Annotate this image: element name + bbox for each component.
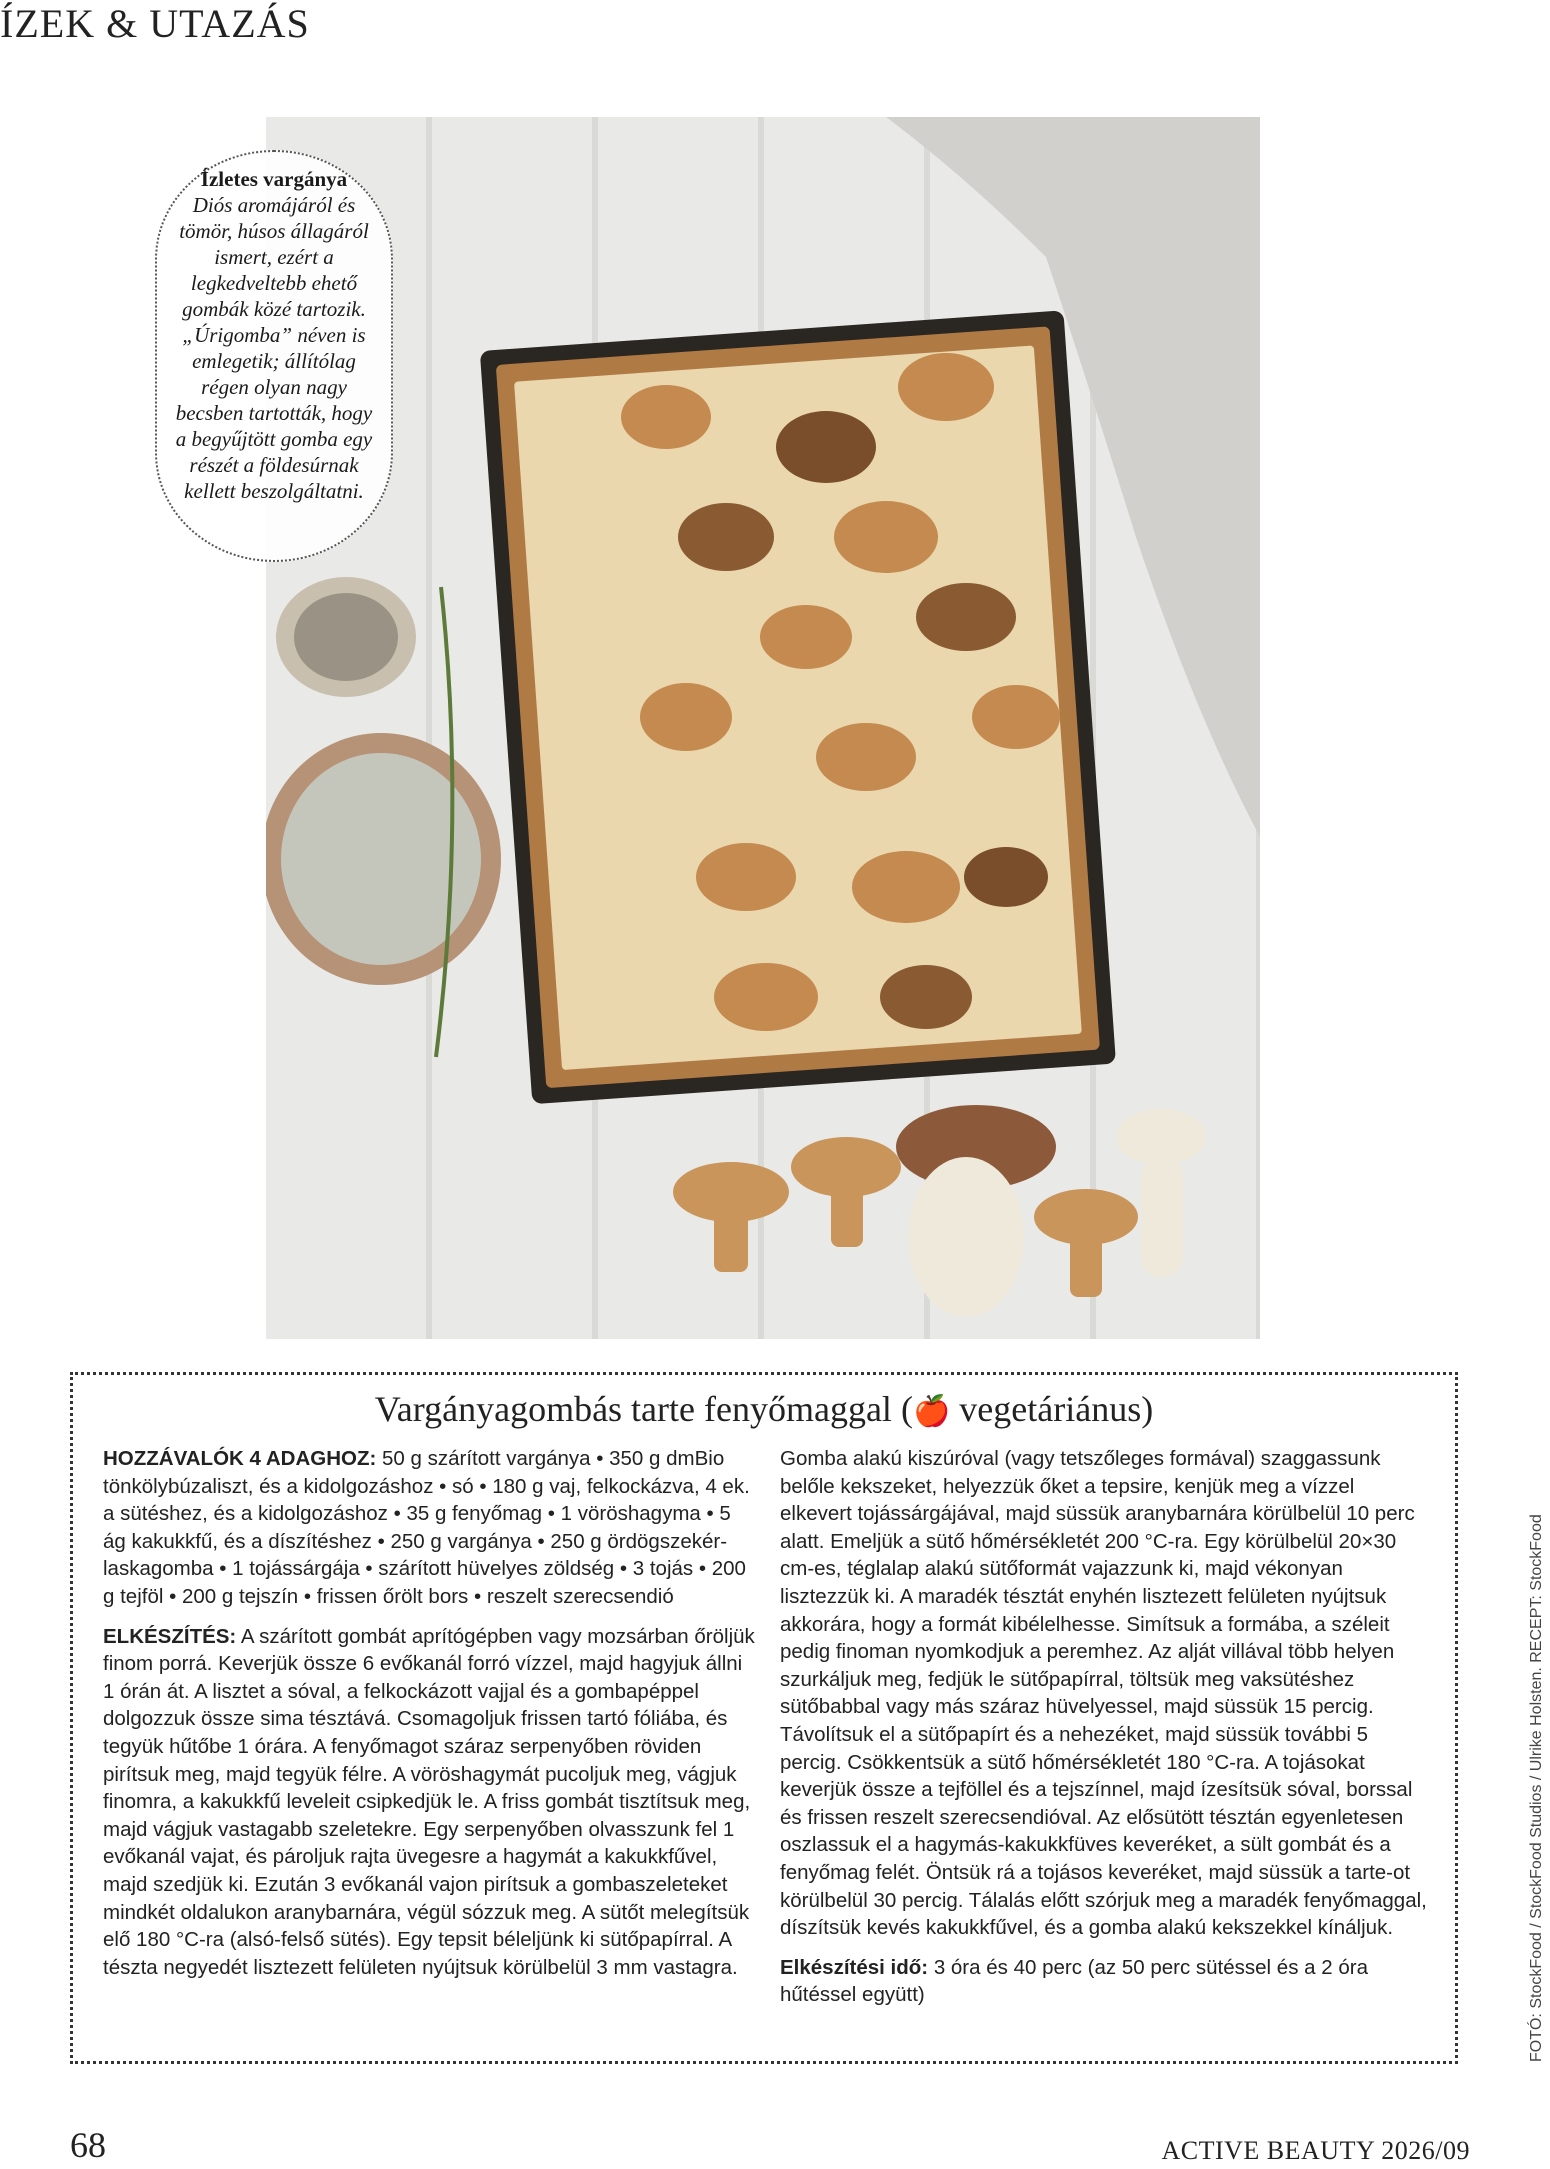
recipe-column-right bbox=[780, 1445, 1430, 2021]
method-label: ELKÉSZÍTÉS: bbox=[103, 1624, 237, 1648]
magazine-name: ACTIVE BEAUTY 2026/09 bbox=[1161, 2136, 1470, 2165]
info-bubble-title: Ízletes vargánya bbox=[200, 167, 348, 191]
prep-time-value: 3 óra és 40 perc (az 50 perc sütéssel és a 2 óra hűtéssel együtt) bbox=[780, 1955, 1368, 2007]
recipe-title-text: Vargányagombás tarte fenyőmaggal bbox=[374, 1389, 892, 1429]
method-text-1: A szárított gombát aprítógépben vagy mozsárban őröljük finom porrá. Keverjük össze 6 evőkanál forró vízzel, majd hagyjuk állni 1 órán át. A lisztet a sóval, a felkockázott vajjal és a gombapéppel dolgozzuk össze sima tésztává. Csomagoljuk frissen tartó fóliába, és tegyük hűtőbe 1 órára. A fenyőmagot száraz serpenyőben röviden pirítsuk meg, majd tegyük félre. A vöröshagymát pucoljuk meg, vágjuk finomra, a kakukkfű leveleit csipkedjük le. A friss gombát tisztítsuk meg, majd vágjuk vastagabb szeletekre. Egy serpenyőben olvasszunk fel 1 evőkanál vajat, és pároljuk rajta üvegesre a hagymát a kakukkfűvel, majd szedjük ki. Ezután 3 evőkanál vajon pirítsuk a gombaszeleteket mindkét oldalukon aranybarnára, végül sózzuk meg. A sütőt melegítsük elő 180 °C-ra (alsó-felső sütés). Egy tepsit béleljünk ki sütőpapírral. A tészta negyedét lisztezett felületen nyújtsuk körülbelül 3 mm vastagra. bbox=[103, 1624, 755, 1979]
diet-label: vegetáriánus bbox=[959, 1389, 1142, 1429]
photo-illustration bbox=[266, 117, 1260, 1339]
section-title: ÍZEK & UTAZÁS bbox=[0, 1, 310, 46]
photo-credit: FOTÓ: StockFood / StockFood Studios / Ulrike Holsten. RECEPT: StockFood bbox=[1528, 1514, 1545, 2062]
prep-time-paragraph bbox=[780, 1954, 1430, 2009]
recipe-title: Vargányagombás tarte fenyőmaggal (🍎 vegetáriánus) bbox=[374, 1389, 1154, 1429]
vegetarian-icon: 🍎 bbox=[912, 1395, 951, 1428]
info-bubble-text: Diós aromájáról és tömör, húsos állagáról ismert, ezért a legkedveltebb ehető gombák közé tartozik. „Úrigomba” néven is emlegetik; állítólag régen olyan nagy becsben tartották, hogy a begyűjtött gomba egy részét a földesúrnak kellett beszolgáltatni. bbox=[175, 193, 373, 503]
info-bubble bbox=[155, 150, 393, 562]
ingredients-paragraph bbox=[103, 1445, 755, 1611]
prep-time-label: Elkészítési idő: bbox=[780, 1955, 929, 1979]
page-number: 68 bbox=[70, 2125, 106, 2165]
ingredients-text: 50 g szárított vargánya • 350 g dmBio tönkölybúzaliszt, és a kidolgozáshoz • só • 180 g vaj, felkockázva, 4 ek. a sütéshez, és a kidolgozáshoz • 35 g fenyőmag • 1 vöröshagyma • 5 ág kakukkfű, és a díszítéshez • 250 g vargánya • 250 g ördögszekér-laskagomba • 1 tojássárgája • szárított hüvelyes zöldség • 3 tojás • 200 g tejföl • 200 g tejszín • frissen őrölt bors • reszelt szerecsendió bbox=[103, 1447, 750, 1608]
mushroom-tart-photo bbox=[266, 117, 1260, 1339]
method-continued: Gomba alakú kiszúróval (vagy tetszőleges formával) szaggassunk belőle kekszeket, helyezzük őket a tepsire, kenjük meg a vízzel elkevert tojássárgájával, majd süssük aranybarnára körülbelül 10 perc alatt. Emeljük a sütő hőmérsékletét 200 °C-ra. Egy körülbelül 20×30 cm-es, téglalap alakú sütőformát vajazzunk ki, majd vékonyan lisztezzük ki. A maradék tésztát enyhén lisztezett felületen nyújtsuk akkorára, hogy a formát kibélelhesse. Simítsuk a formába, a széleit pedig finoman nyomkodjuk a peremhez. Az alját villával több helyen szurkáljuk meg, fedjük le sütőpapírral, töltsük meg vaksütéshez sütőbabbal vagy más száraz hüvelyessel, majd süssük 15 percig. Távolítsuk el a sütőpapírt és a nehezéket, majd süssük további 5 percig. Csökkentsük a sütő hőmérsékletét 180 °C-ra. A tojásokat keverjük össze a tejföllel és a tejszínnel, majd ízesítsük sóval, borssal és frissen reszelt szerecsendióval. Az elősütött tésztán egyenletesen oszlassuk el a hagymás-kakukkfüves keveréket, a sült gombát és a fenyőmag felét. Öntsük rá a tojásos keveréket, majd süssük a tarte-ot körülbelül 30 percig. Tálalás előtt szórjuk meg a maradék fenyőmaggal, díszítsük kevés kakukkfűvel, és a gomba alakú kekszekkel kínáljuk. bbox=[780, 1447, 1427, 1940]
ingredients-label: HOZZÁVALÓK 4 ADAGHOZ: bbox=[103, 1447, 377, 1470]
recipe-column-left bbox=[103, 1445, 755, 1993]
method-paragraph bbox=[103, 1623, 755, 1982]
